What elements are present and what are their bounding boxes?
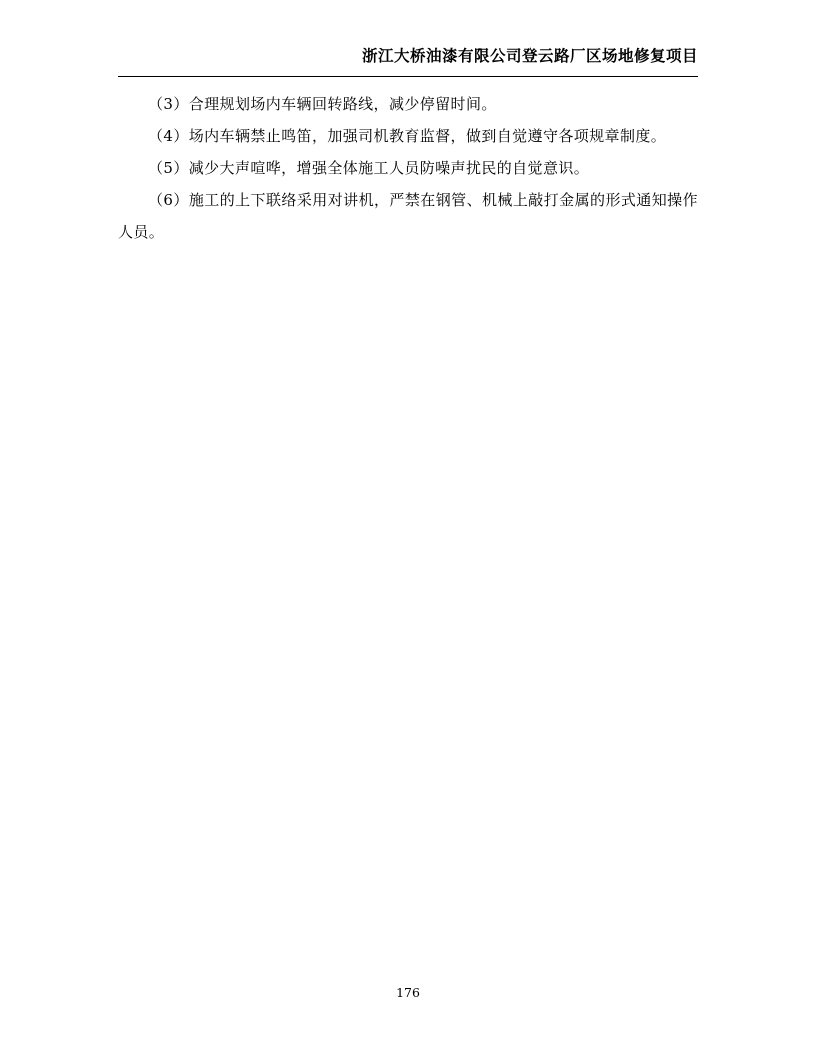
document-body bbox=[118, 88, 698, 248]
paragraph: （5）减少大声喧哗，增强全体施工人员防噪声扰民的自觉意识。 bbox=[148, 159, 590, 177]
paragraph: （6）施工的上下联络采用对讲机，严禁在钢管、机械上敲打金属的形式通知操作人员。 bbox=[118, 191, 698, 241]
header-divider bbox=[118, 76, 698, 77]
page-header-title: 浙江大桥油漆有限公司登云路厂区场地修复项目 bbox=[361, 46, 698, 65]
page-number: 176 bbox=[396, 985, 420, 1000]
paragraph: （4）场内车辆禁止鸣笛，加强司机教育监督，做到自觉遵守各项规章制度。 bbox=[148, 127, 667, 145]
paragraph: （3）合理规划场内车辆回转路线，减少停留时间。 bbox=[148, 95, 497, 113]
